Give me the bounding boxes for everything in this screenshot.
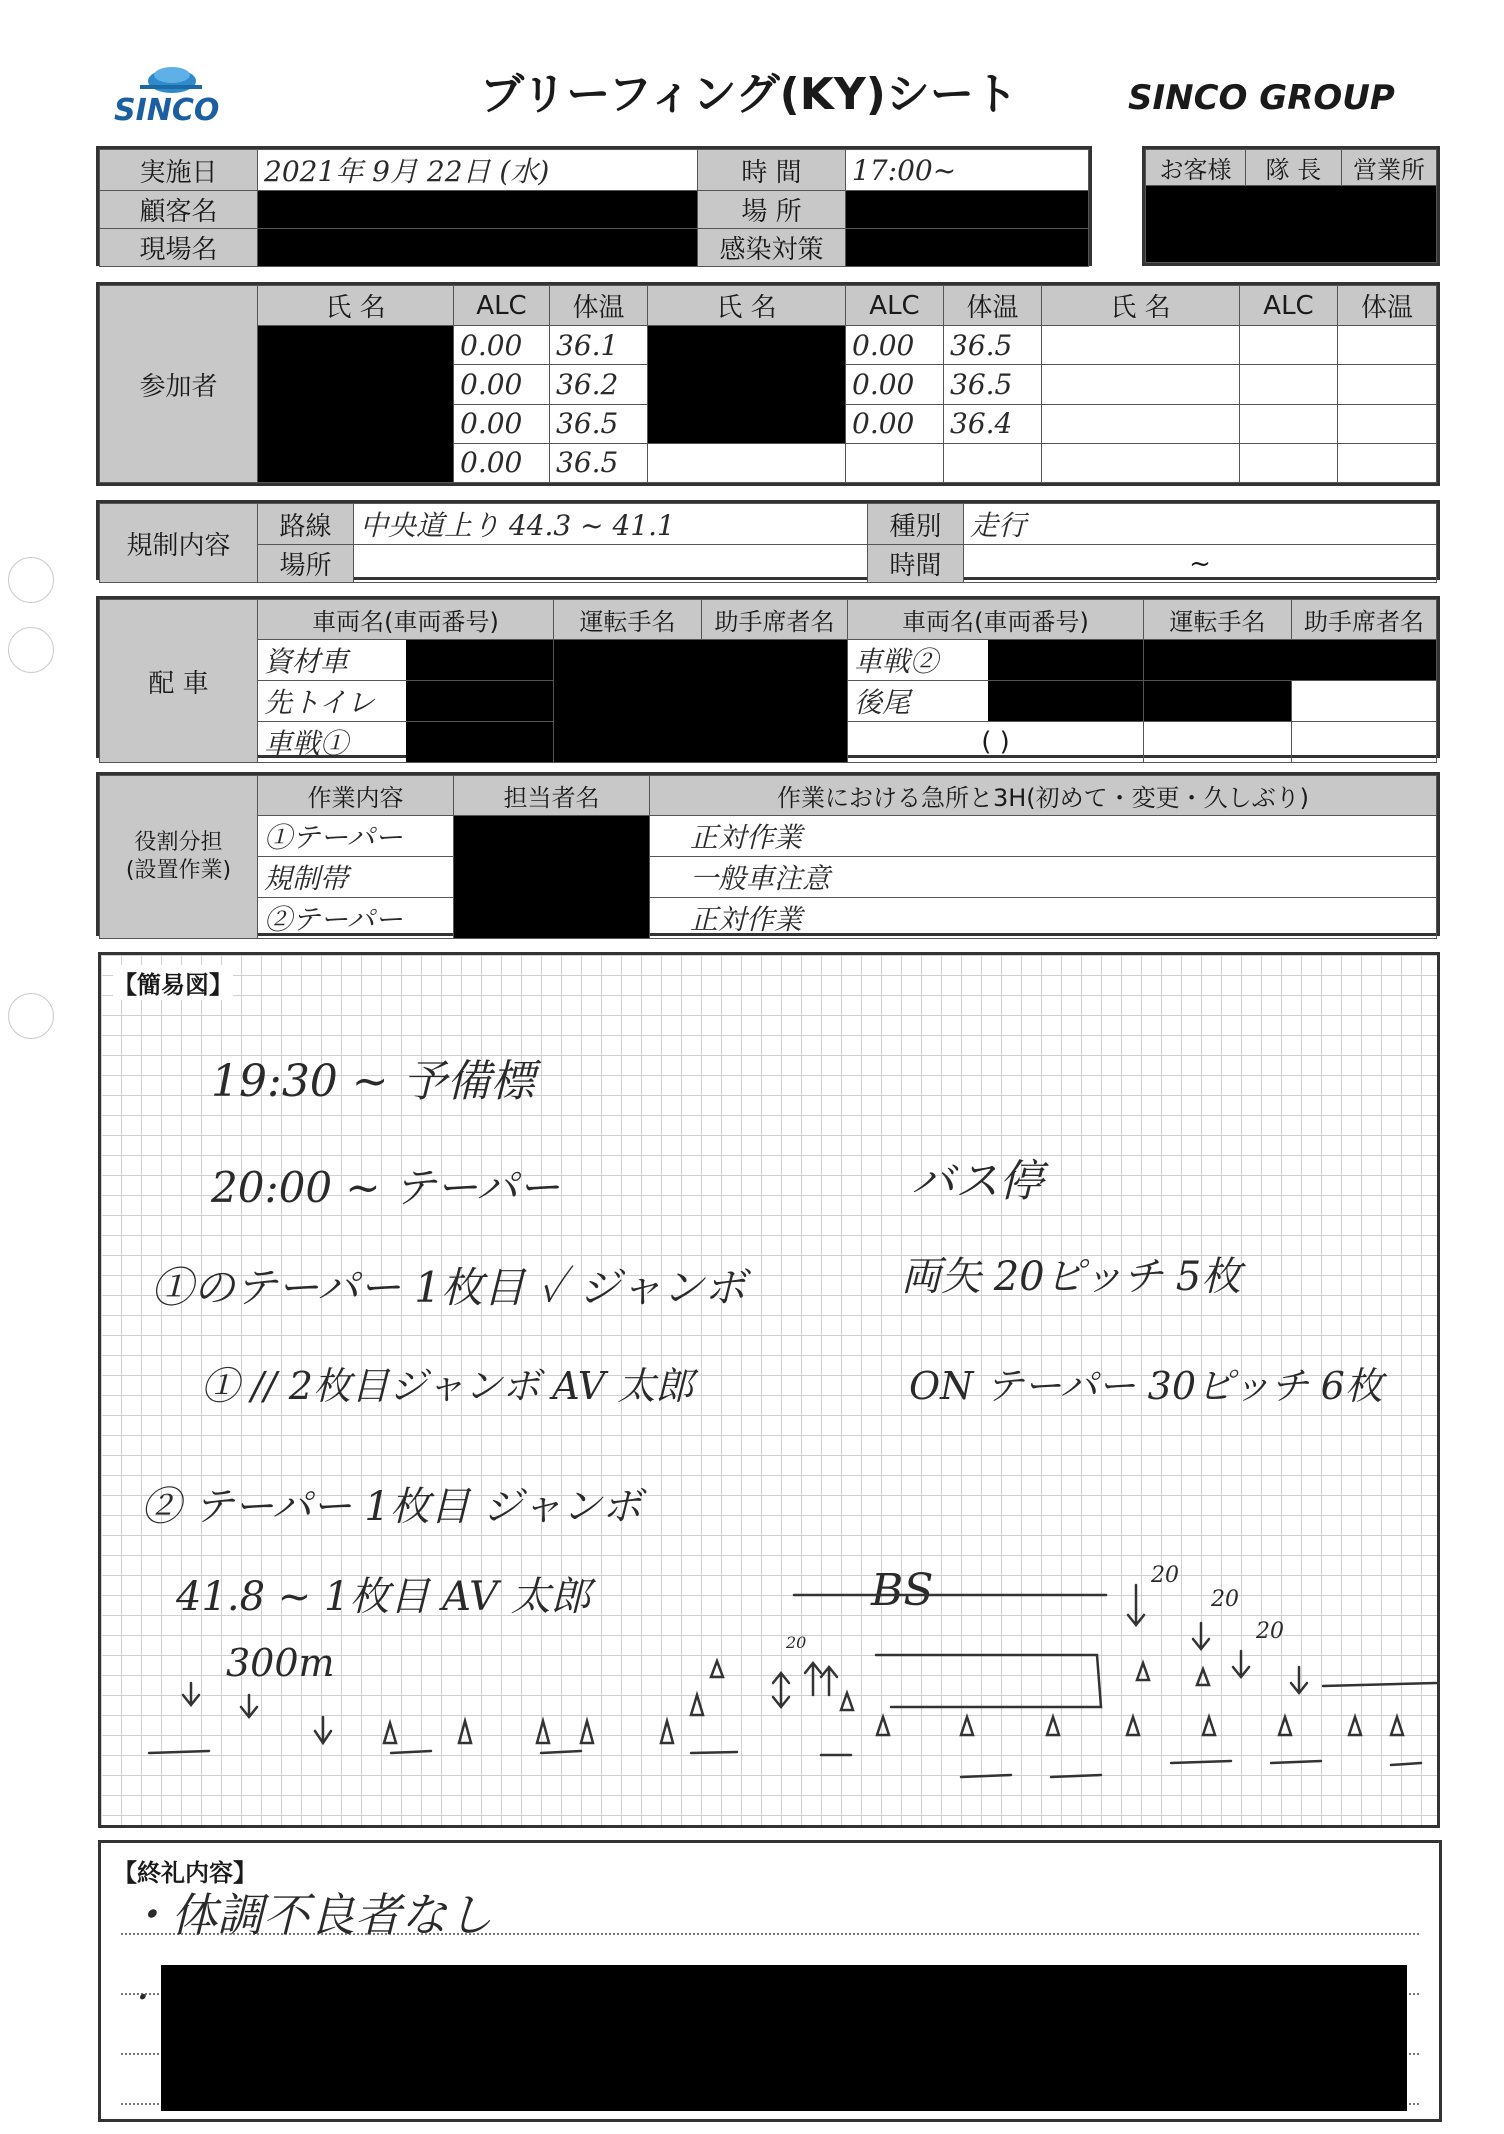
participants-label: 参加者 bbox=[100, 286, 258, 483]
alc-value: 0.00 bbox=[454, 326, 550, 365]
vehicle-name: 車戦② bbox=[854, 645, 939, 678]
header-assistant: 助手席者名 bbox=[1292, 600, 1437, 640]
alc-value: 0.00 bbox=[454, 443, 550, 482]
redacted bbox=[1144, 640, 1437, 681]
sketch-note: ON テーパー 30ピッチ 6枚 bbox=[909, 1364, 1383, 1408]
time-label: 時間 bbox=[868, 545, 964, 583]
arrow-marks bbox=[183, 1585, 1307, 1743]
header-driver: 運転手名 bbox=[554, 600, 702, 640]
date-label: 実施日 bbox=[100, 150, 258, 191]
sketch-note: 両矢 20ピッチ 5枚 bbox=[901, 1254, 1242, 1300]
punch-hole bbox=[8, 557, 54, 603]
header-driver: 運転手名 bbox=[1144, 600, 1292, 640]
temp-value: 36.2 bbox=[550, 365, 648, 404]
header-alc: ALC bbox=[846, 286, 944, 326]
header-alc: ALC bbox=[454, 286, 550, 326]
point: 正対作業 bbox=[650, 898, 1437, 939]
dispatch-label: 配 車 bbox=[100, 600, 258, 763]
type-value: 走行 bbox=[964, 504, 1437, 545]
page-title: ブリーフィング(KY)シート bbox=[480, 69, 1018, 120]
diagram-pitch: 20 bbox=[1256, 1619, 1284, 1644]
client-label: 顧客名 bbox=[100, 191, 258, 229]
task: 規制帯 bbox=[258, 857, 454, 898]
vehicle-name: 後尾 bbox=[854, 686, 911, 719]
dispatch-block bbox=[96, 596, 1440, 758]
participants-block bbox=[96, 282, 1440, 486]
header-assistant: 助手席者名 bbox=[702, 600, 848, 640]
sketch-label: 【簡易図】 bbox=[113, 965, 233, 1000]
redacted bbox=[161, 1965, 1407, 2111]
redacted bbox=[648, 326, 846, 444]
closing-line: ・体調不良者なし bbox=[125, 1888, 493, 1942]
date-value: 2021年 9月 22日 (水) bbox=[258, 150, 698, 191]
closing-block bbox=[98, 1840, 1442, 2122]
vehicle-name: 先トイレ bbox=[264, 686, 375, 719]
cone-marks bbox=[384, 1661, 1403, 1743]
redacted bbox=[846, 229, 1089, 267]
header-name: 氏 名 bbox=[258, 286, 454, 326]
sketch-line: 19:30 ~ 予備標 bbox=[211, 1056, 535, 1107]
header-alc: ALC bbox=[1240, 286, 1338, 326]
roles-label: 役割分担 (設置作業) bbox=[100, 776, 258, 939]
diagram-pitch: 20 bbox=[786, 1633, 807, 1652]
sketch-line: ① // 2枚目ジャンボ AV 太郎 bbox=[201, 1364, 694, 1408]
alc-value: 0.00 bbox=[846, 404, 944, 443]
header-name: 氏 名 bbox=[1042, 286, 1240, 326]
time-label: 時 間 bbox=[698, 150, 846, 191]
group-name: SINCO GROUP bbox=[1128, 78, 1395, 118]
header-point: 作業における急所と3H(初めて・変更・久しぶり) bbox=[650, 776, 1437, 816]
temp-value: 36.5 bbox=[550, 404, 648, 443]
header-vehicle: 車両名(車両番号) bbox=[258, 600, 554, 640]
punch-hole bbox=[8, 993, 54, 1039]
alc-value: 0.00 bbox=[454, 404, 550, 443]
task: ②テーパー bbox=[258, 898, 454, 939]
temp-value: 36.4 bbox=[944, 404, 1042, 443]
task: ①テーパー bbox=[258, 816, 454, 857]
redacted bbox=[1146, 186, 1437, 263]
vehicle-blank: ( ) bbox=[848, 722, 1144, 763]
approval-block bbox=[1142, 146, 1440, 266]
route-value: 中央道上り 44.3 ~ 41.1 bbox=[354, 504, 868, 545]
point: 一般車注意 bbox=[650, 857, 1437, 898]
redacted bbox=[258, 191, 698, 229]
infection-label: 感染対策 bbox=[698, 229, 846, 267]
approval-client: お客様 bbox=[1146, 150, 1246, 186]
type-label: 種別 bbox=[868, 504, 964, 545]
logo-text: SINCO bbox=[114, 93, 220, 128]
time-value: ~ bbox=[964, 545, 1437, 583]
diagram-bus-stop: BS bbox=[871, 1565, 934, 1616]
sketch-area bbox=[98, 952, 1440, 1828]
diagram-distance: 300m bbox=[226, 1641, 335, 1685]
place-label: 場 所 bbox=[698, 191, 846, 229]
closing-line: ・ bbox=[125, 1981, 155, 2016]
header-name: 氏 名 bbox=[648, 286, 846, 326]
alc-value: 0.00 bbox=[846, 365, 944, 404]
redacted bbox=[554, 640, 848, 763]
traffic-diagram bbox=[101, 955, 1437, 1825]
roles-block bbox=[96, 772, 1440, 936]
alc-value: 0.00 bbox=[846, 326, 944, 365]
redacted bbox=[454, 816, 650, 939]
header-vehicle: 車両名(車両番号) bbox=[848, 600, 1144, 640]
temp-value: 36.1 bbox=[550, 326, 648, 365]
redacted bbox=[258, 229, 698, 267]
temp-value: 36.5 bbox=[944, 326, 1042, 365]
temp-value: 36.5 bbox=[550, 443, 648, 482]
redacted bbox=[846, 191, 1089, 229]
info-block bbox=[96, 146, 1092, 266]
sketch-line: ①のテーパー 1枚目 ✓ ジャンボ bbox=[151, 1263, 746, 1312]
regulation-label: 規制内容 bbox=[100, 504, 258, 583]
vehicle-name: 資材車 bbox=[264, 645, 349, 678]
header-task: 作業内容 bbox=[258, 776, 454, 816]
route-label: 路線 bbox=[258, 504, 354, 545]
header-person: 担当者名 bbox=[454, 776, 650, 816]
header-temp: 体温 bbox=[944, 286, 1042, 326]
place-label: 場所 bbox=[258, 545, 354, 583]
diagram-pitch: 20 bbox=[1211, 1587, 1239, 1612]
redacted bbox=[1144, 681, 1292, 722]
sinco-logo bbox=[110, 55, 240, 130]
alc-value: 0.00 bbox=[454, 365, 550, 404]
time-value: 17:00~ bbox=[846, 150, 1089, 191]
sketch-line: 41.8 ~ 1枚目 AV 太郎 bbox=[176, 1574, 591, 1620]
header-temp: 体温 bbox=[550, 286, 648, 326]
vehicle-name: 車戦① bbox=[264, 727, 349, 760]
header-temp: 体温 bbox=[1338, 286, 1437, 326]
approval-captain: 隊 長 bbox=[1246, 150, 1342, 186]
sketch-line: 20:00 ~ テーパー bbox=[211, 1163, 560, 1212]
punch-hole bbox=[8, 627, 54, 673]
closing-label: 【終礼内容】 bbox=[113, 1859, 257, 1887]
sketch-note: バス停 bbox=[911, 1156, 1043, 1207]
approval-office: 営業所 bbox=[1342, 150, 1437, 186]
temp-value: 36.5 bbox=[944, 365, 1042, 404]
site-label: 現場名 bbox=[100, 229, 258, 267]
regulation-block bbox=[96, 500, 1440, 580]
sketch-line: ② テーパー 1枚目 ジャンボ bbox=[141, 1484, 642, 1530]
redacted bbox=[258, 326, 454, 483]
diagram-pitch: 20 bbox=[1151, 1563, 1179, 1588]
point: 正対作業 bbox=[650, 816, 1437, 857]
